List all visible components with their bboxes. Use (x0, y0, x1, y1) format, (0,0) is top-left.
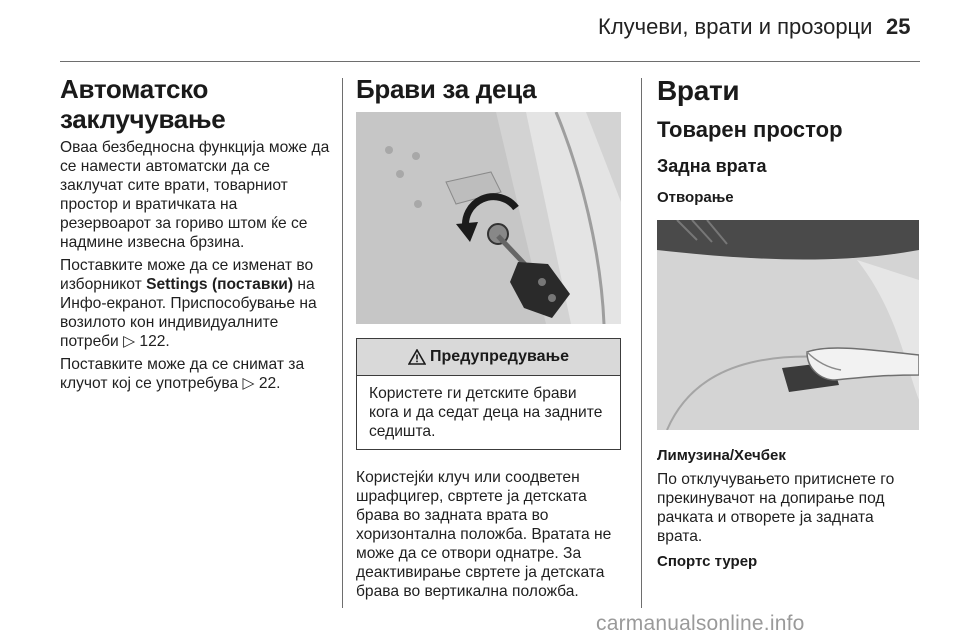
column-doors (657, 74, 921, 572)
column-divider-2 (641, 78, 642, 608)
warning-text: Користете ги детските брави кога и да седат деца на задните седишта. (369, 385, 603, 440)
page-ref-icon: ▷ (242, 375, 255, 392)
header-rule (60, 61, 920, 62)
section-heading-auto-locking: Автоматско заклучување (60, 74, 226, 134)
warning-box (356, 338, 621, 450)
paragraph-child-locks: Користејќи клуч или соодветен шрафцигер, свртете ја детската брава во задната врата во хоризонтална положба. Вратата не може да се отвори однатре. За деактивирање свртете ја детската брава во вертикална положба. (356, 469, 612, 600)
label-opening: Отворање (657, 189, 734, 206)
column-auto-locking (60, 74, 330, 397)
column-child-locks (356, 74, 626, 605)
running-header-title: Клучеви, врати и прозорци (598, 14, 873, 39)
page-ref-icon: ▷ (123, 333, 136, 350)
subheading-load-compartment: Товарен простор (657, 117, 843, 142)
label-sedan-hatchback: Лимузина/Хечбек (657, 447, 786, 464)
door-key-drawing (356, 112, 621, 324)
warning-header (357, 339, 620, 376)
watermark-text: carmanualsonline.info (596, 612, 805, 635)
column-divider-1 (342, 78, 343, 608)
paragraph-auto-locking-3: Поставките може да се снимат за клучот кој се употребува ▷ 22. (60, 356, 305, 392)
tailgate-hand-drawing (657, 220, 919, 430)
page-number: 25 (886, 14, 911, 39)
paragraph-auto-locking-1: Оваа безбедносна функција може да се намести автоматски да се заклучат сите врати, товарниот простор и вратичката на резервоарот за гориво штом ќе се надмине извесна брзина. (60, 139, 330, 251)
label-sports-tourer: Спортс турер (657, 553, 758, 570)
tailgate-illustration (657, 220, 919, 430)
section-heading-doors: Врати (657, 75, 740, 106)
paragraph-sedan-hatchback: По отклучувањето притиснете го прекинувачот на допирање под рачката и отворете ја задната врата. (657, 471, 895, 545)
subheading-tailgate: Задна врата (657, 156, 767, 176)
section-heading-child-locks: Брави за деца (356, 74, 537, 104)
warning-triangle-icon (408, 349, 426, 365)
settings-menu-label: Settings (поставки) (146, 276, 294, 293)
warning-body (357, 376, 620, 449)
child-lock-illustration (356, 112, 621, 324)
paragraph-auto-locking-2: Поставките може да се изменат во изборникот Settings (поставки) на Инфо-екранот. Приспособување на возилото кон индивидуалните потреби ▷ 122. (60, 257, 317, 350)
warning-title: Предупредување (430, 348, 569, 365)
